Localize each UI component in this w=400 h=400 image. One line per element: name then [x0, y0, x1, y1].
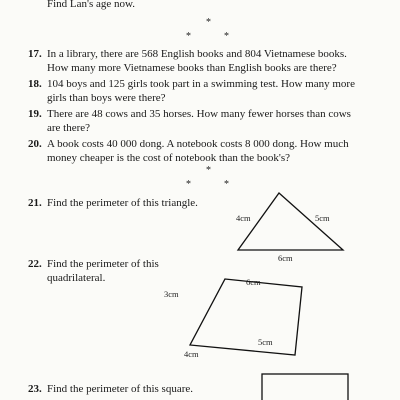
separator-star: *: [186, 31, 191, 42]
quadrilateral-label-bottom: 4cm: [184, 349, 199, 359]
problem-20-line-1: A book costs 40 000 dong. A notebook costs 8 000 dong. How much: [47, 138, 349, 150]
problem-18-number: 18.: [28, 78, 42, 90]
problem-19-number: 19.: [28, 108, 42, 120]
problem-19-line-2: are there?: [47, 122, 91, 134]
separator-star: *: [186, 179, 191, 190]
separator-star: *: [224, 31, 229, 42]
square-figure: [262, 374, 348, 400]
quadrilateral-label-right: 5cm: [258, 337, 273, 347]
triangle-label-left: 4cm: [236, 213, 251, 223]
triangle-label-right: 5cm: [315, 213, 330, 223]
triangle-label-bottom: 6cm: [278, 253, 293, 263]
separator-star: *: [224, 179, 229, 190]
problem-23-number: 23.: [28, 383, 42, 395]
separator-star: *: [206, 165, 211, 176]
quadrilateral-label-top-left: 3cm: [164, 289, 179, 299]
problem-17-line-2: How many more Vietnamese books than English books are there?: [47, 62, 337, 74]
problem-22-line-2: quadrilateral.: [47, 272, 106, 284]
previous-problem-tail: Find Lan's age now.: [47, 0, 136, 10]
problem-18-line-1: 104 boys and 125 girls took part in a swimming test. How many more: [47, 78, 355, 90]
problem-17-number: 17.: [28, 48, 42, 60]
problem-20-number: 20.: [28, 138, 42, 150]
quadrilateral-label-top: 6cm: [246, 277, 261, 287]
problem-17-line-1: In a library, there are 568 English books and 804 Vietnamese books.: [47, 48, 347, 60]
quadrilateral-figure: [190, 279, 302, 355]
problem-22-line-1: Find the perimeter of this: [47, 258, 159, 270]
problem-23-line-1: Find the perimeter of this square.: [47, 383, 194, 395]
problem-22-number: 22.: [28, 258, 42, 270]
problem-20-line-2: money cheaper is the cost of notebook than the book's?: [47, 152, 290, 164]
problem-18-line-2: girls than boys were there?: [47, 92, 166, 104]
problem-21-number: 21.: [28, 197, 42, 209]
problem-21-line-1: Find the perimeter of this triangle.: [47, 197, 198, 209]
separator-star: *: [206, 17, 211, 28]
problem-19-line-1: There are 48 cows and 35 horses. How many fewer horses than cows: [47, 108, 351, 120]
